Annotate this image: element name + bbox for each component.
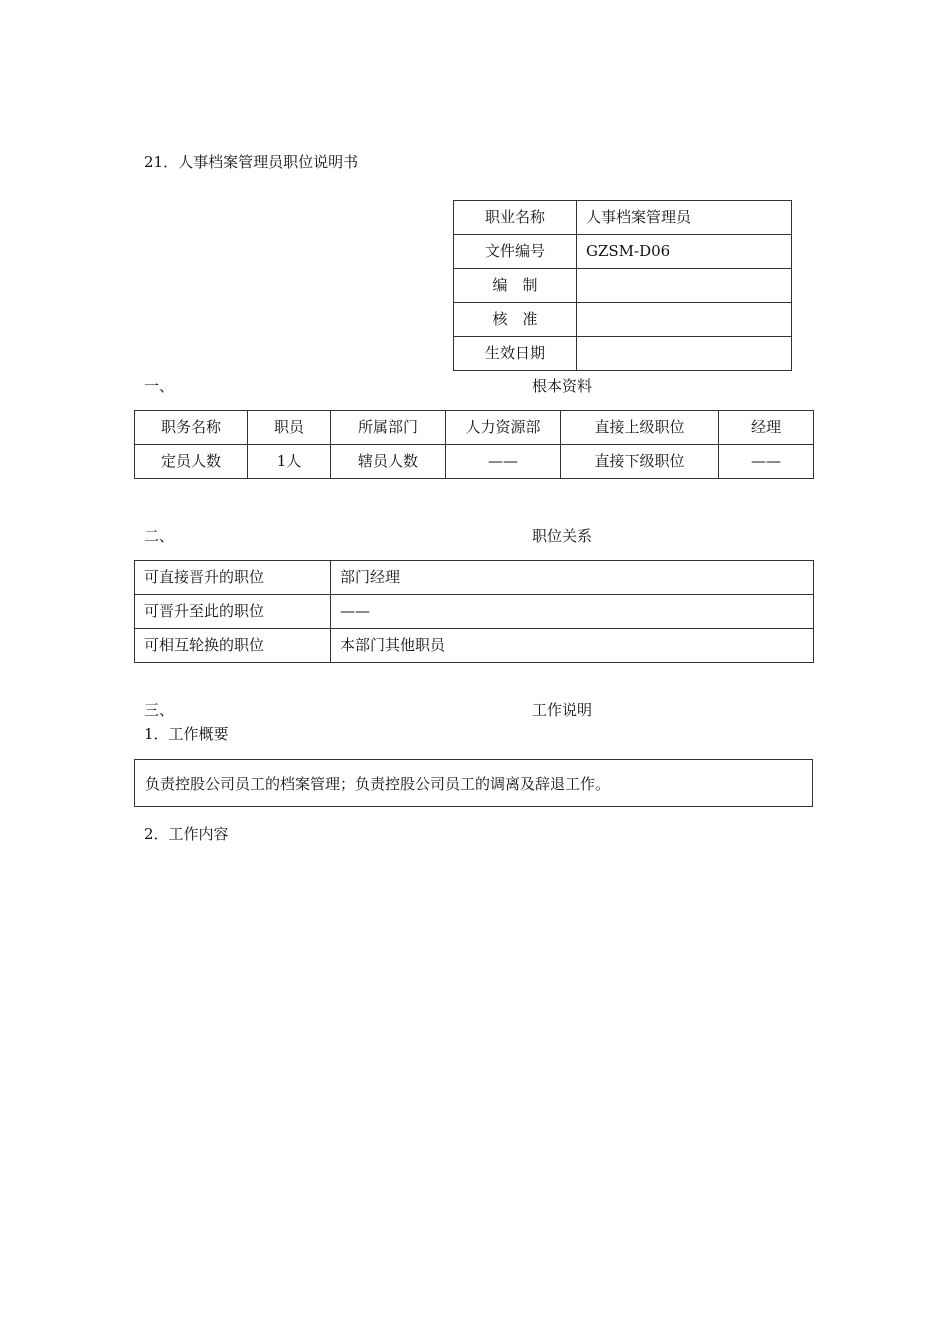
basic-info-table (134, 410, 814, 479)
info-label: 职业名称 (454, 201, 577, 235)
relation-label: 可晋升至此的职位 (135, 595, 331, 629)
table-row (135, 561, 814, 595)
info-label: 文件编号 (454, 235, 577, 269)
relation-value: 部门经理 (331, 561, 814, 595)
table-row (135, 629, 814, 663)
section-number: 三、 (144, 701, 175, 719)
table-cell: 辖员人数 (331, 445, 446, 479)
section-title: 根本资料 (532, 377, 593, 395)
relation-label: 可直接晋升的职位 (135, 561, 331, 595)
info-label: 生效日期 (454, 337, 577, 371)
table-row (454, 201, 792, 235)
section-title: 工作说明 (532, 701, 593, 719)
table-cell: 人力资源部 (446, 411, 561, 445)
table-cell: 经理 (719, 411, 814, 445)
position-relations-table (134, 560, 814, 663)
relation-value: —— (331, 595, 814, 629)
table-row (454, 303, 792, 337)
table-cell: 1人 (248, 445, 331, 479)
info-value: GZSM-D06 (577, 235, 792, 269)
table-cell: 定员人数 (135, 445, 248, 479)
table-cell: —— (446, 445, 561, 479)
table-row (454, 337, 792, 371)
section-title: 职位关系 (532, 527, 593, 545)
table-cell: 直接下级职位 (561, 445, 719, 479)
subsection-heading: 2．工作内容 (144, 825, 229, 843)
section-number: 一、 (144, 377, 175, 395)
info-label: 核 准 (454, 303, 577, 337)
info-value (577, 337, 792, 371)
info-label: 编 制 (454, 269, 577, 303)
table-row (454, 269, 792, 303)
table-row (454, 235, 792, 269)
info-table (453, 200, 792, 371)
table-cell: 直接上级职位 (561, 411, 719, 445)
subsection-heading: 1．工作概要 (144, 725, 229, 743)
document-title: 21．人事档案管理员职位说明书 (144, 153, 359, 171)
table-cell: 所属部门 (331, 411, 446, 445)
table-cell: 职员 (248, 411, 331, 445)
table-row (135, 411, 814, 445)
table-cell: 职务名称 (135, 411, 248, 445)
section-number: 二、 (144, 527, 175, 545)
table-row (135, 445, 814, 479)
relation-label: 可相互轮换的职位 (135, 629, 331, 663)
info-value (577, 269, 792, 303)
table-row (135, 595, 814, 629)
work-summary-box (134, 759, 813, 807)
table-cell: —— (719, 445, 814, 479)
info-value (577, 303, 792, 337)
work-summary-text: 负责控股公司员工的档案管理；负责控股公司员工的调离及辞退工作。 (145, 775, 611, 793)
relation-value: 本部门其他职员 (331, 629, 814, 663)
info-value: 人事档案管理员 (577, 201, 792, 235)
